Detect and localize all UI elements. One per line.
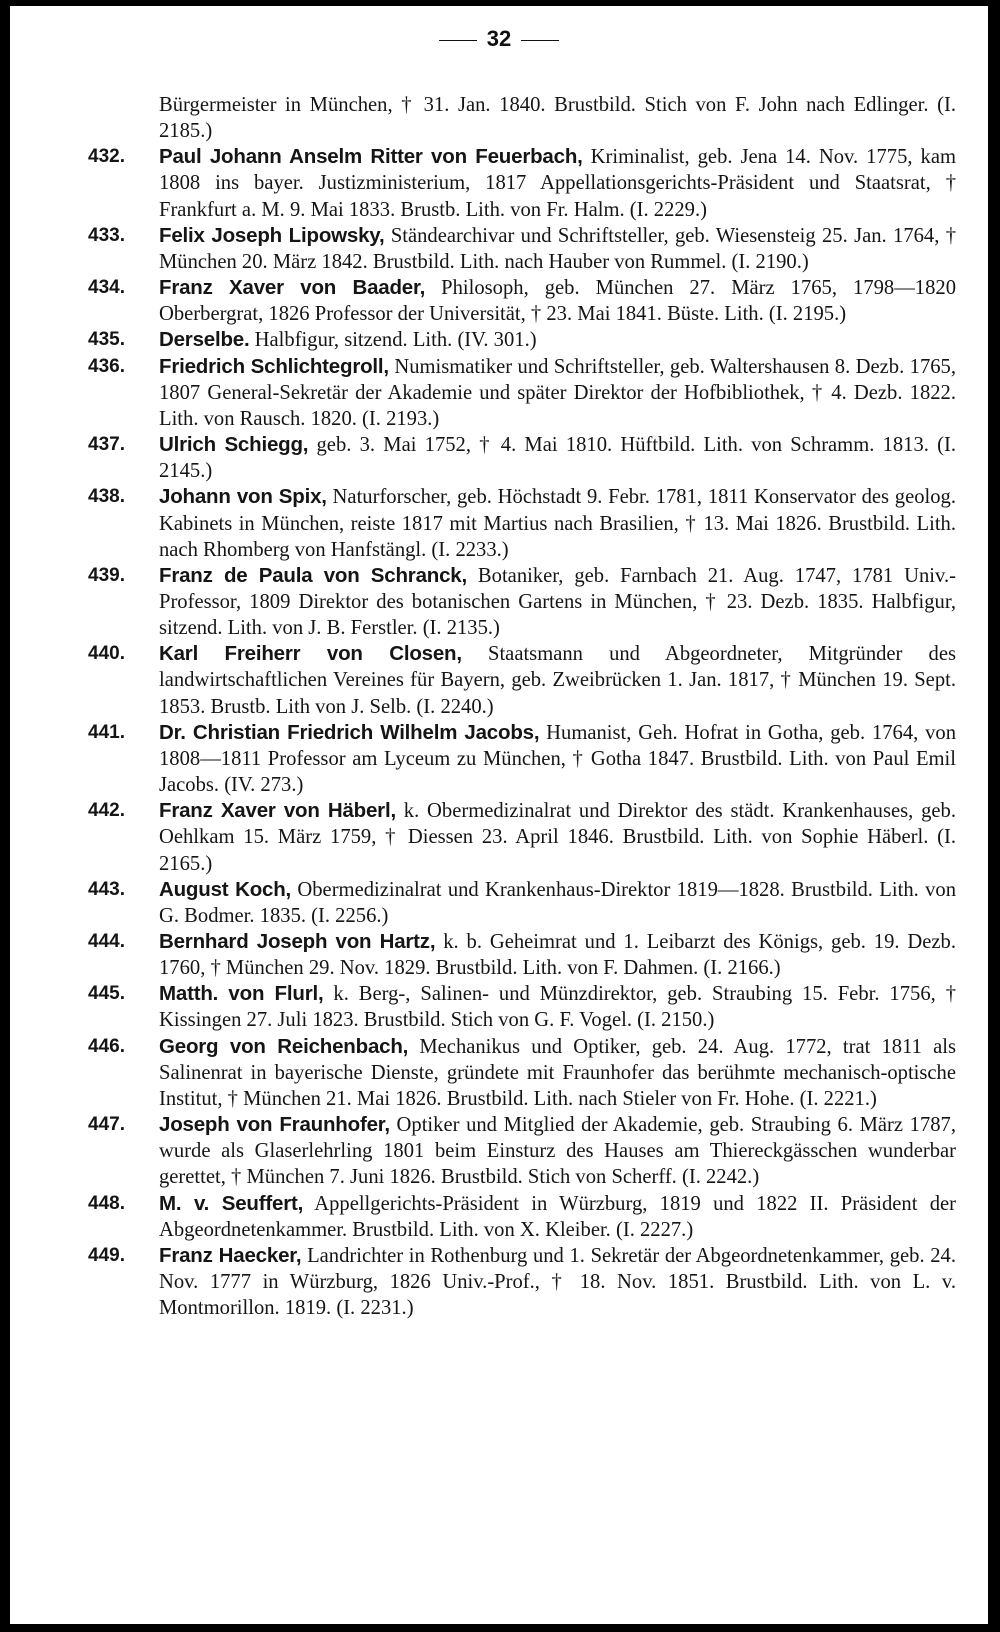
entry-number: 448. (88, 1192, 125, 1214)
catalog-entry (88, 1191, 956, 1243)
entry-name: Joseph von Fraunhofer, (159, 1113, 390, 1137)
entry-text: Landrichter in Rothenburg und 1. Sekretär der Abgeordnetenkammer, geb. 24. Nov. 1777 in Würzburg, 1826 Univ.-Prof., † 18. Nov. 1851. Brustbild. Lith. von L. v. Montmorillon. 1819. (I. 2231.) (159, 1244, 956, 1320)
catalog-entry (88, 484, 956, 562)
entry-text: k. Berg-, Salinen- und Münzdirektor, geb. Straubing 15. Febr. 1756, † Kissingen 27. Juli 1823. Brustbild. Stich von G. F. Vogel. (I. 2150.) (159, 983, 956, 1032)
catalog-entry (88, 432, 956, 484)
catalog-entry (88, 354, 956, 432)
entry-number: 441. (88, 721, 125, 743)
document-page (10, 6, 988, 1624)
entry-name: Ulrich Schiegg, (159, 433, 309, 457)
entry-number: 440. (88, 643, 125, 665)
catalog-entry (88, 1112, 956, 1190)
page-header (10, 26, 988, 52)
catalog-entry (88, 1034, 956, 1112)
entry-name: Dr. Christian Friedrich Wilhelm Jacobs, (159, 720, 540, 744)
entry-name: Derselbe. (159, 328, 250, 352)
entry-name: Franz Xaver von Häberl, (159, 799, 396, 823)
entry-number: 439. (88, 564, 125, 586)
catalog-entry (88, 929, 956, 981)
catalog-entry (88, 275, 956, 327)
entry-name: Felix Joseph Lipowsky, (159, 223, 385, 247)
entry-name: Franz de Paula von Schranck, (159, 563, 467, 587)
catalog-entry (88, 223, 956, 275)
entry-text: Appellgerichts-Präsident in Würzburg, 1819 und 1822 II. Präsident der Abgeordnetenkammer. Brustbild. Lith. von X. Kleiber. (I. 2227.) (159, 1192, 956, 1241)
entry-text: Optiker und Mitglied der Akademie, geb. Straubing 6. März 1787, wurde als Glaserlehrling 1801 beim Einsturz des Hauses am Thiereckgässchen wunderbar gerettet, † München 7. Juni 1826. Brustbild. Stich von Scherff. (I. 2242.) (159, 1114, 956, 1189)
catalog-entry (88, 641, 956, 719)
page-number: 32 (486, 26, 512, 51)
entry-name: August Koch, (159, 877, 292, 901)
entry-text: k. Obermedizinalrat und Direktor des städt. Krankenhauses, geb. Oehlkam 15. März 1759, † Diessen 23. April 1846. Brustbild. Lith. von Sophie Häberl. (I. 2165.) (159, 800, 956, 875)
entry-number: 445. (88, 983, 125, 1005)
entry-name: Friedrich Schlichtegroll, (159, 354, 389, 378)
entry-text: Obermedizinalrat und Krankenhaus-Direktor 1819—1828. Brustbild. Lith. von G. Bodmer. 1835. (I. 2256.) (159, 878, 957, 927)
header-dash-left (439, 40, 477, 41)
entry-name: Franz Haecker, (159, 1243, 302, 1267)
entry-number: 444. (88, 931, 125, 952)
continuation-paragraph: Bürgermeister in München, † 31. Jan. 1840. Brustbild. Stich von F. John nach Edlinger. (I. 2185.) (159, 94, 956, 143)
entry-number: 436. (88, 355, 125, 377)
entry-number: 435. (88, 329, 125, 351)
catalog-text (88, 92, 956, 1321)
entry-text: geb. 3. Mai 1752, † 4. Mai 1810. Hüftbild. Lith. von Schramm. 1813. (I. 2145.) (159, 434, 956, 483)
catalog-entry (88, 1243, 956, 1321)
catalog-entry (88, 327, 956, 353)
catalog-entry (88, 144, 956, 222)
entry-name: Matth. von Flurl, (159, 982, 324, 1006)
entry-text: Staatsmann und Abgeordneter, Mitgründer des landwirtschaftlichen Vereines für Bayern, geb. Zweibrücken 1. Jan. 1817, † München 19. Sept. 1853. Brustb. Lith von J. Selb. (I. 2240.) (159, 643, 956, 718)
entry-number: 434. (88, 277, 125, 299)
catalog-entry (88, 981, 956, 1033)
entry-text: Kriminalist, geb. Jena 14. Nov. 1775, kam 1808 ins bayer. Justizministerium, 1817 Appellationsgerichts-Präsident und Staatsrat, † Frankfurt a. M. 9. Mai 1833. Brustb. Lith. von Fr. Halm. (I. 2229.) (159, 146, 956, 221)
entry-text: Philosoph, geb. München 27. März 1765, 1798—1820 Oberbergrat, 1826 Professor der Universität, † 23. Mai 1841. Büste. Lith. (I. 2195.) (159, 277, 956, 326)
entry-text: Ständearchivar und Schriftsteller, geb. Wiesensteig 25. Jan. 1764, † München 20. März 1842. Brustbild. Lith. nach Hauber von Rummel. (I. 2190.) (159, 224, 956, 273)
entry-name: Paul Johann Anselm Ritter von Feuerbach, (159, 145, 583, 169)
entry-name: M. v. Seuffert, (159, 1191, 304, 1215)
entry-name: Johann von Spix, (159, 485, 327, 509)
entry-text: Botaniker, geb. Farnbach 21. Aug. 1747, 1781 Univ.-Professor, 1809 Direktor des botanischen Gartens in München, † 23. Dezb. 1835. Halbfigur, sitzend. Lith. von J. B. Ferstler. (I. 2135.) (159, 564, 956, 640)
header-dash-right (521, 40, 559, 41)
entry-name: Franz Xaver von Baader, (159, 276, 426, 300)
entry-number: 442. (88, 800, 125, 822)
entry-text: Naturforscher, geb. Höchstadt 9. Febr. 1781, 1811 Konservator des geolog. Kabinets in München, reiste 1817 mit Martius nach Brasilien, † 13. Mai 1826. Brustbild. Lith. nach Rhomberg von Hanfstängl. (I. 2233.) (159, 486, 957, 561)
catalog-entry (88, 798, 956, 876)
entry-number: 446. (88, 1035, 125, 1057)
entry-number: 433. (88, 224, 125, 246)
entry-number: 438. (88, 486, 125, 508)
entry-name: Georg von Reichenbach, (159, 1034, 409, 1058)
entry-text: Mechanikus und Optiker, geb. 24. Aug. 1772, trat 1811 als Salinenrat in bayerische Dienste, gründete mit Fraunhofer das berühmte mechanisch-optische Institut, † München 21. Mai 1826. Brustbild. Lith. nach Stieler von Fr. Hohe. (I. 2221.) (159, 1035, 956, 1110)
entry-name: Bernhard Joseph von Hartz, (159, 930, 436, 953)
entry-text: Numismatiker und Schriftsteller, geb. Waltershausen 8. Dezb. 1765, 1807 General-Sekretär der Akademie und später Direktor der Hofbibliothek, † 4. Dezb. 1822. Lith. von Rausch. 1820. (I. 2193.) (159, 355, 956, 430)
catalog-entry (88, 877, 956, 929)
catalog-entry (88, 563, 956, 641)
entry-number: 432. (88, 146, 125, 168)
entry-text: k. b. Geheimrat und 1. Leibarzt des Königs, geb. 19. Dezb. 1760, † München 29. Nov. 1829. Brustbild. Lith. von F. Dahmen. (I. 2166.) (159, 931, 956, 980)
entry-number: 447. (88, 1114, 125, 1136)
catalog-entry (88, 720, 956, 798)
entry-number: 449. (88, 1244, 125, 1266)
entry-number: 443. (88, 878, 125, 900)
entry-text: Halbfigur, sitzend. Lith. (IV. 301.) (249, 329, 537, 352)
entry-name: Karl Freiherr von Closen, (159, 642, 462, 666)
entry-text: Humanist, Geh. Hofrat in Gotha, geb. 1764, von 1808—1811 Professor am Lyceum zu München, † Gotha 1847. Brustbild. Lith. von Paul Emil Jacobs. (IV. 273.) (159, 721, 956, 797)
entry-number: 437. (88, 434, 125, 456)
